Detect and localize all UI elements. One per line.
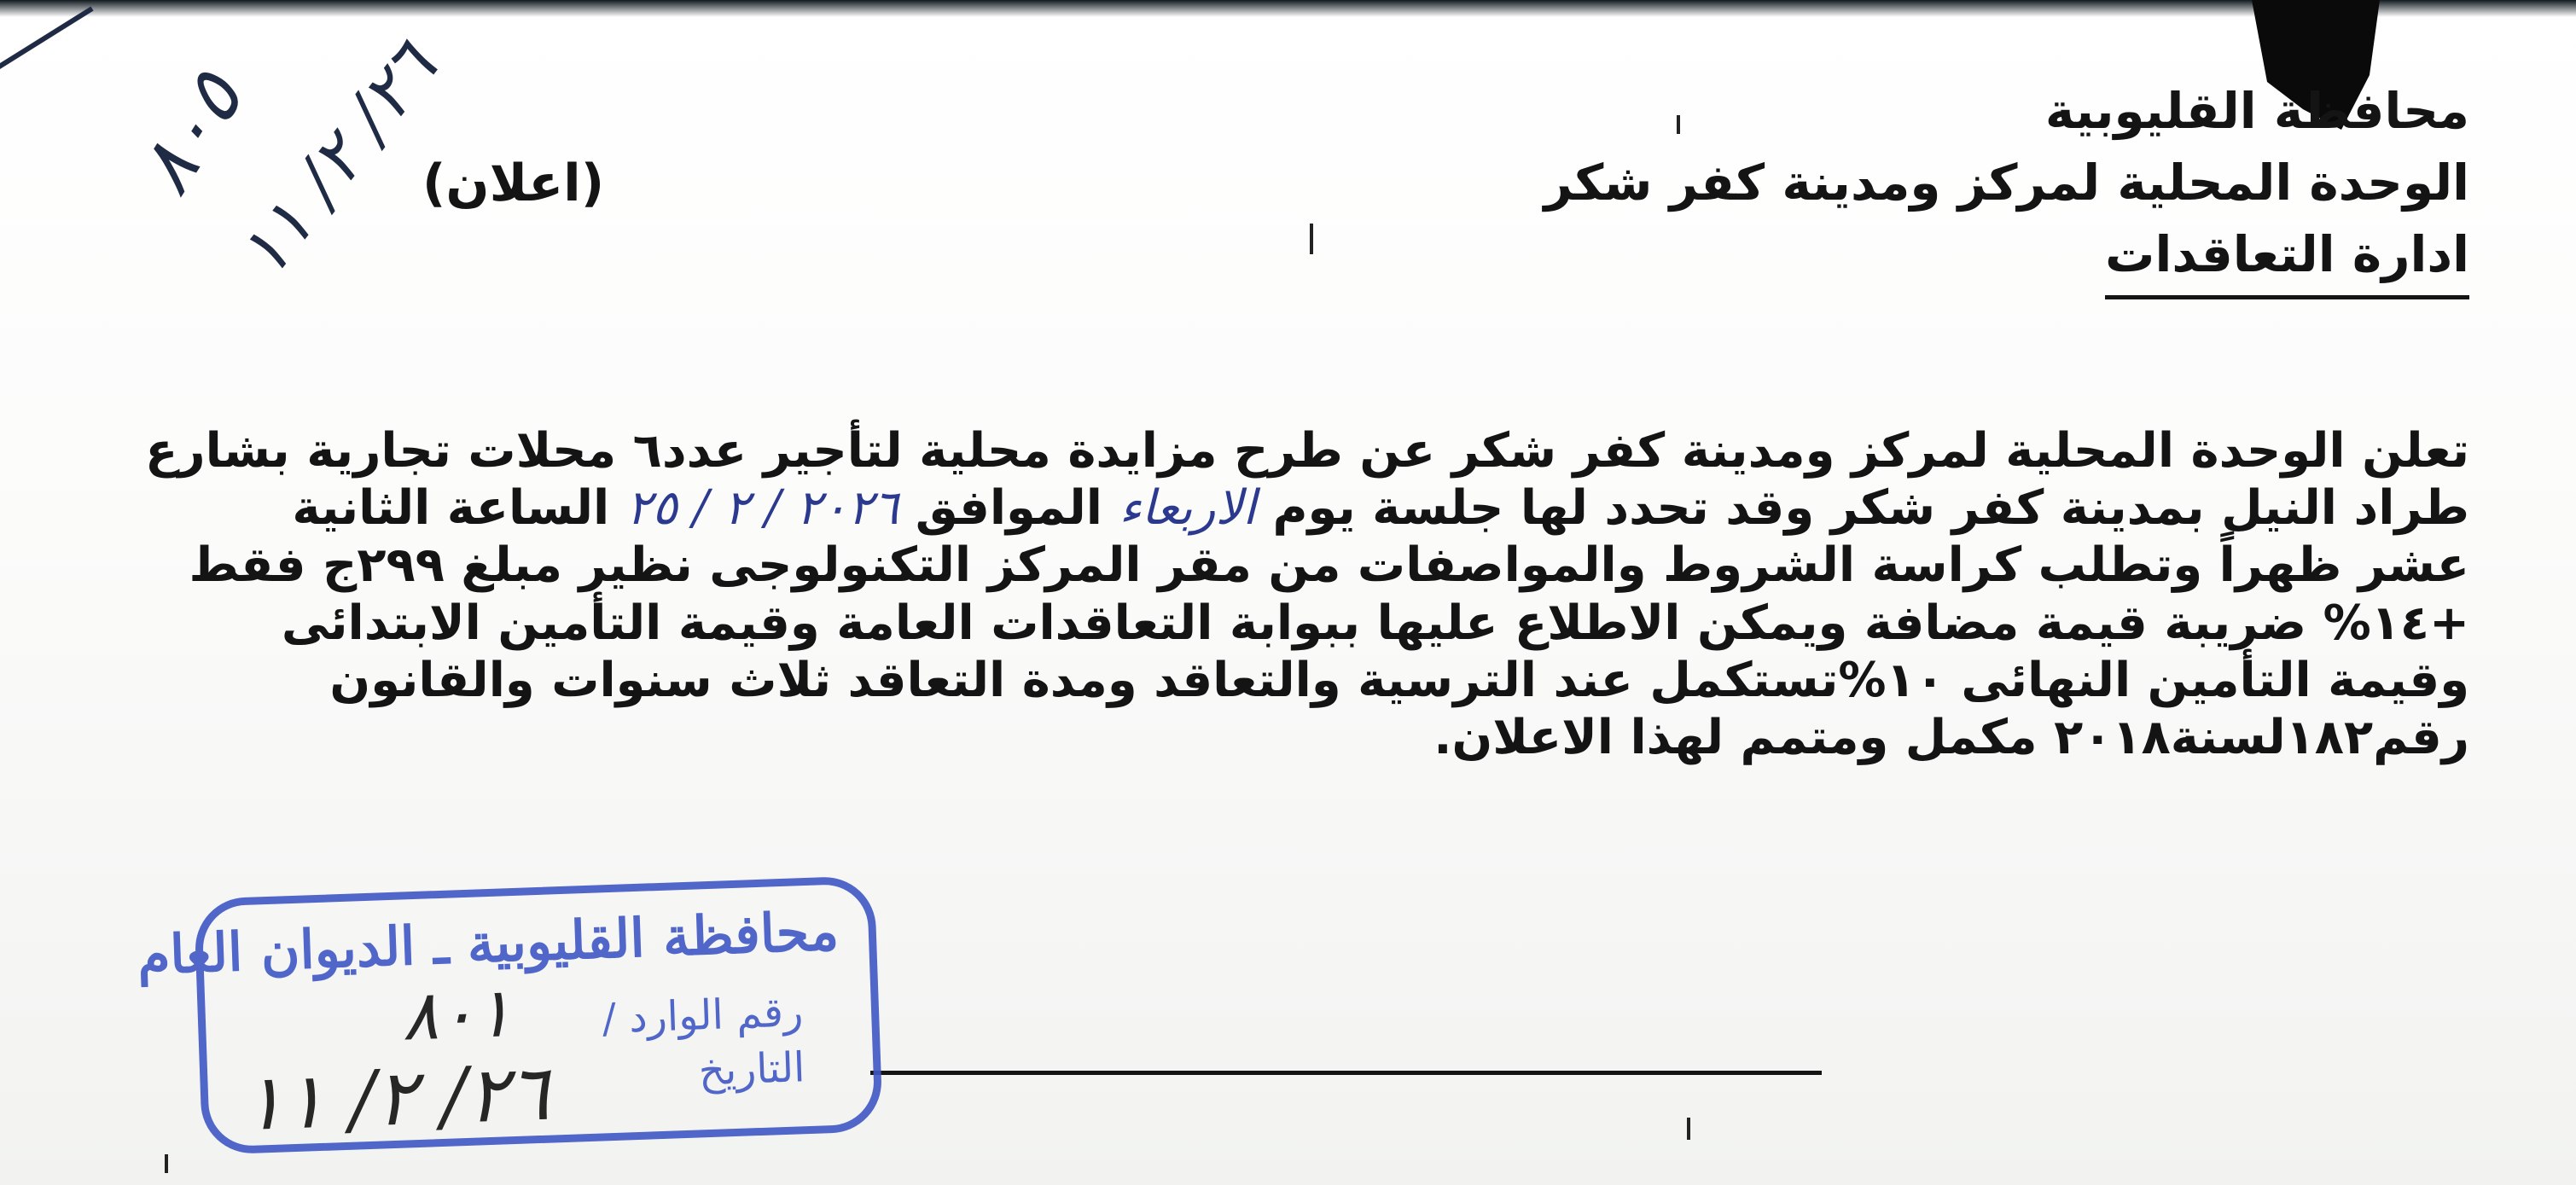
body-line-2-middle: الموافق — [915, 480, 1102, 537]
stamp-date-value: ٢٦/ ٢/ ١١ — [241, 1048, 551, 1149]
body-line-1: تعلن الوحدة المحلية لمركز ومدينة كفر شكر عن طرح مزايدة محلية لتأجير عدد٦ محلات تجارية بشارع — [145, 423, 2469, 479]
letterhead — [1445, 75, 2469, 299]
announcement-body — [97, 422, 2469, 766]
stamp-incoming-label: رقم الوارد / — [601, 988, 805, 1043]
local-unit-name: الوحدة المحلية لمركز ومدينة كفر شكر — [1544, 154, 2469, 212]
body-line-2-prefix: طراد النيل بمدينة كفر شكر وقد تحدد لها جلسة يوم — [1272, 480, 2469, 537]
body-line-6: رقم١٨٢لسنة٢٠١٨ مكمل ومتمم لهذا الاعلان. — [1433, 709, 2469, 765]
governorate-name: محافظة القليوبية — [2044, 82, 2469, 140]
scan-mark — [1677, 115, 1680, 134]
stamp-title: محافظة القليوبية ـ الديوان العام — [136, 899, 840, 987]
announcement-label: (اعلان) — [422, 154, 605, 213]
scan-mark — [1310, 224, 1313, 254]
margin-note-date: ٢٦/ ٢/ ١١ — [222, 28, 453, 293]
body-line-3: عشر ظهراً وتطلب كراسة الشروط والمواصفات من مقر المركز التكنولوجى نظير مبلغ ٢٩٩ج فقط — [189, 537, 2469, 594]
handwritten-date: ٢٠٢٦ / ٢ / ٢٥ — [625, 480, 899, 537]
stamp-incoming-number: ٨٠١ — [400, 973, 514, 1056]
stamp-date-label: التاريخ — [697, 1043, 806, 1095]
scan-mark — [1687, 1118, 1690, 1140]
scan-mark — [165, 1154, 168, 1173]
department-name: ادارة التعاقدات — [2105, 218, 2469, 299]
incoming-mail-stamp — [136, 875, 883, 1155]
handwritten-day: الاربعاء — [1119, 480, 1256, 537]
signature-line — [870, 1071, 1822, 1075]
margin-note-number: ٨٠٥ — [119, 57, 261, 210]
body-line-4: +١٤% ضريبة قيمة مضافة ويمكن الاطلاع عليها ببوابة التعاقدات العامة وقيمة التأمين الابتدائى — [281, 595, 2469, 651]
body-line-5: وقيمة التأمين النهائى ١٠%تستكمل عند الترسية والتعاقد ومدة التعاقد ثلاث سنوات والقانون — [329, 652, 2469, 708]
body-line-2-suffix: الساعة الثانية — [292, 480, 610, 537]
body-line-2 — [97, 479, 2469, 537]
scan-top-edge — [0, 0, 2576, 17]
margin-slash-mark — [0, 6, 94, 160]
